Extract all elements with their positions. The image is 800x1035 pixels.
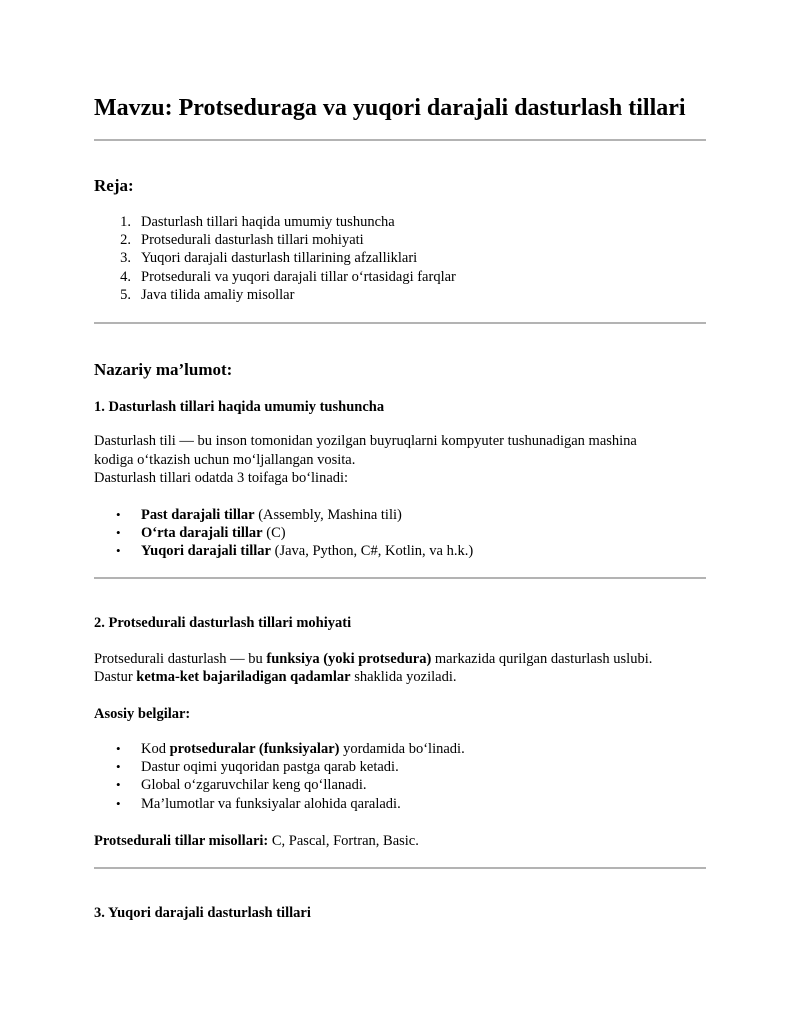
- language-types-list: [94, 506, 473, 561]
- section-2-paragraph-line-1: Protsedurali dasturlash — bu funksiya (yoki protsedura) markazida qurilgan dasturlash uslubi.: [94, 651, 653, 667]
- section-2-paragraph-line-2: Dastur ketma-ket bajariladigan qadamlar shaklida yoziladi.: [94, 669, 457, 685]
- divider: [94, 867, 706, 869]
- section-1-title: 1. Dasturlash tillari haqida umumiy tushuncha: [94, 399, 385, 415]
- divider: [94, 577, 706, 579]
- plan-heading: Reja:: [94, 176, 134, 195]
- section-2-title: 2. Protsedurali dasturlash tillari mohiyati: [94, 615, 352, 631]
- list-item: 2. Protsedurali dasturlash tillari mohiyati: [120, 232, 364, 249]
- plan-list: [94, 213, 456, 304]
- list-item: • Ma’lumotlar va funksiyalar alohida qaraladi.: [116, 795, 401, 812]
- list-item: 4. Protsedurali va yuqori darajali tillar o‘rtasidagi farqlar: [120, 268, 456, 285]
- features-heading: Asosiy belgilar:: [94, 706, 191, 722]
- section-1-paragraph-line-2: kodiga o‘tkazish uchun mo‘ljallangan vosita.: [94, 452, 356, 468]
- list-item: • Past darajali tillar (Assembly, Mashina tili): [116, 507, 402, 523]
- section-3-title: 3. Yuqori darajali dasturlash tillari: [94, 905, 311, 921]
- list-item: • Yuqori darajali tillar (Java, Python, C#, Kotlin, va h.k.): [116, 543, 474, 560]
- section-1-paragraph-line-1: Dasturlash tili — bu inson tomonidan yozilgan buyruqlarni kompyuter tushunadigan mashina: [94, 433, 637, 449]
- list-item: • Global o‘zgaruvchilar keng qo‘llanadi.: [116, 777, 367, 794]
- features-list: [94, 740, 465, 813]
- list-item: 3. Yuqori darajali dasturlash tillarining afzalliklari: [120, 250, 418, 267]
- divider: [94, 139, 706, 141]
- list-item: 1. Dasturlash tillari haqida umumiy tushuncha: [120, 214, 395, 230]
- divider: [94, 322, 706, 324]
- list-item: • Kod protseduralar (funksiyalar) yordamida bo‘linadi.: [116, 741, 465, 757]
- page-title: Mavzu: Protseduraga va yuqori darajali dasturlash tillari: [94, 95, 686, 121]
- theory-heading: Nazariy ma’lumot:: [94, 360, 233, 379]
- section-1-paragraph-line-3: Dasturlash tillari odatda 3 toifaga bo‘linadi:: [94, 470, 349, 486]
- list-item: 5. Java tilida amaliy misollar: [120, 286, 295, 303]
- procedural-examples: Protsedurali tillar misollari: C, Pascal, Fortran, Basic.: [94, 833, 419, 849]
- list-item: • O‘rta darajali tillar (C): [116, 525, 286, 542]
- list-item: • Dastur oqimi yuqoridan pastga qarab ketadi.: [116, 759, 399, 776]
